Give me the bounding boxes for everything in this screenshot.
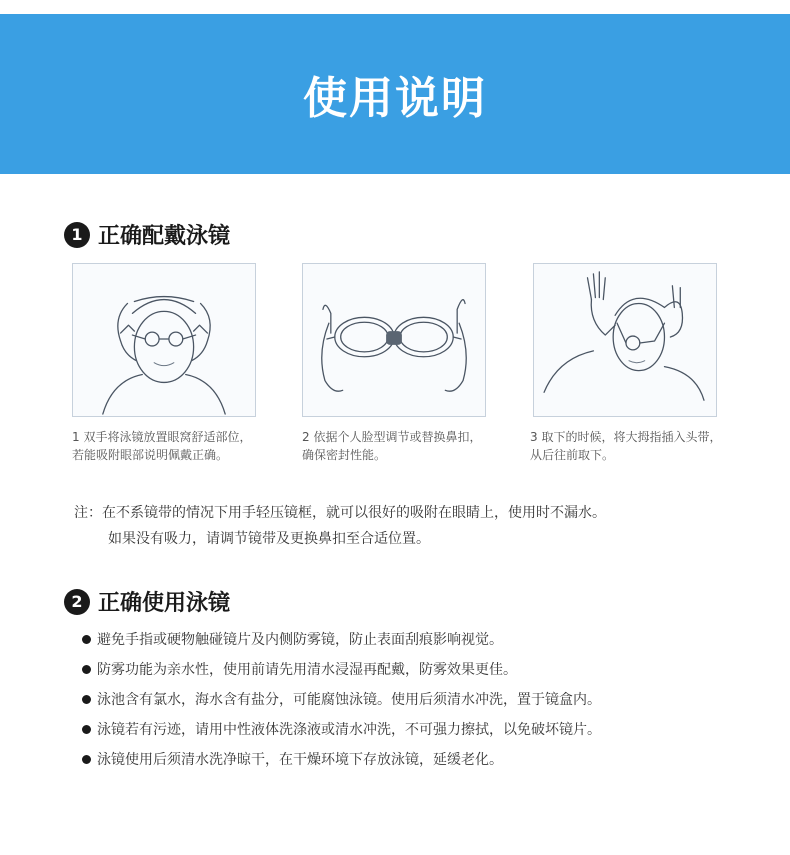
list-item xyxy=(82,684,601,714)
list-item-text: 避免手指或硬物触碰镜片及内侧防雾镜，防止表面刮痕影响视觉。 xyxy=(97,632,503,648)
bullet-dot-icon xyxy=(82,725,91,734)
caption-line: 3 取下的时候，将大拇指插入头带， xyxy=(530,430,722,444)
list-item-text: 防雾功能为亲水性，使用前请先用清水浸湿再配戴，防雾效果更佳。 xyxy=(97,662,517,678)
bullet-dot-icon xyxy=(82,665,91,674)
section-title: 正确配戴泳镜 xyxy=(98,224,231,249)
page-title: 使用说明 xyxy=(303,73,487,124)
caption-line: 2 依据个人脸型调节或替换鼻扣， xyxy=(302,430,482,444)
caption-line: 确保密封性能。 xyxy=(302,448,387,462)
section-heading-2 xyxy=(64,586,230,617)
usage-note xyxy=(74,500,606,552)
note-line: 如果没有吸力，请调节镜带及更换鼻扣至合适位置。 xyxy=(108,531,430,547)
bullet-dot-icon xyxy=(82,635,91,644)
caption-line: 从后往前取下。 xyxy=(530,448,615,462)
goggles-on-head-illustration xyxy=(72,263,256,417)
section-title: 正确使用泳镜 xyxy=(98,591,231,616)
figure-caption-1 xyxy=(72,428,272,464)
top-strip xyxy=(0,0,790,14)
section-number-badge: 2 xyxy=(64,589,90,615)
bullet-dot-icon xyxy=(82,755,91,764)
caption-line: 若能吸附眼部说明佩戴正确。 xyxy=(72,448,229,462)
list-item xyxy=(82,624,601,654)
list-item-text: 泳镜若有污迹，请用中性液体洗涤液或清水冲洗，不可强力擦拭，以免破坏镜片。 xyxy=(97,722,601,738)
list-item-text: 泳镜使用后须清水洗净晾干，在干燥环境下存放泳镜，延缓老化。 xyxy=(97,752,503,768)
title-banner xyxy=(0,14,790,174)
list-item-text: 泳池含有氯水，海水含有盐分，可能腐蚀泳镜。使用后须清水冲洗，置于镜盒内。 xyxy=(97,692,601,708)
section-heading-1 xyxy=(64,219,230,250)
list-item xyxy=(82,714,601,744)
note-line: 注：在不系镜带的情况下用手轻压镜框，就可以很好的吸附在眼睛上，使用时不漏水。 xyxy=(74,505,606,521)
figure-caption-3 xyxy=(530,428,730,464)
list-item xyxy=(82,744,601,774)
bullet-dot-icon xyxy=(82,695,91,704)
list-item xyxy=(82,654,601,684)
care-instructions-list xyxy=(82,624,601,774)
goggles-remove-illustration xyxy=(533,263,717,417)
caption-line: 1 双手将泳镜放置眼窝舒适部位， xyxy=(72,430,252,444)
goggles-strap-adjust-illustration xyxy=(302,263,486,417)
section-number-badge: 1 xyxy=(64,222,90,248)
figure-caption-2 xyxy=(302,428,502,464)
